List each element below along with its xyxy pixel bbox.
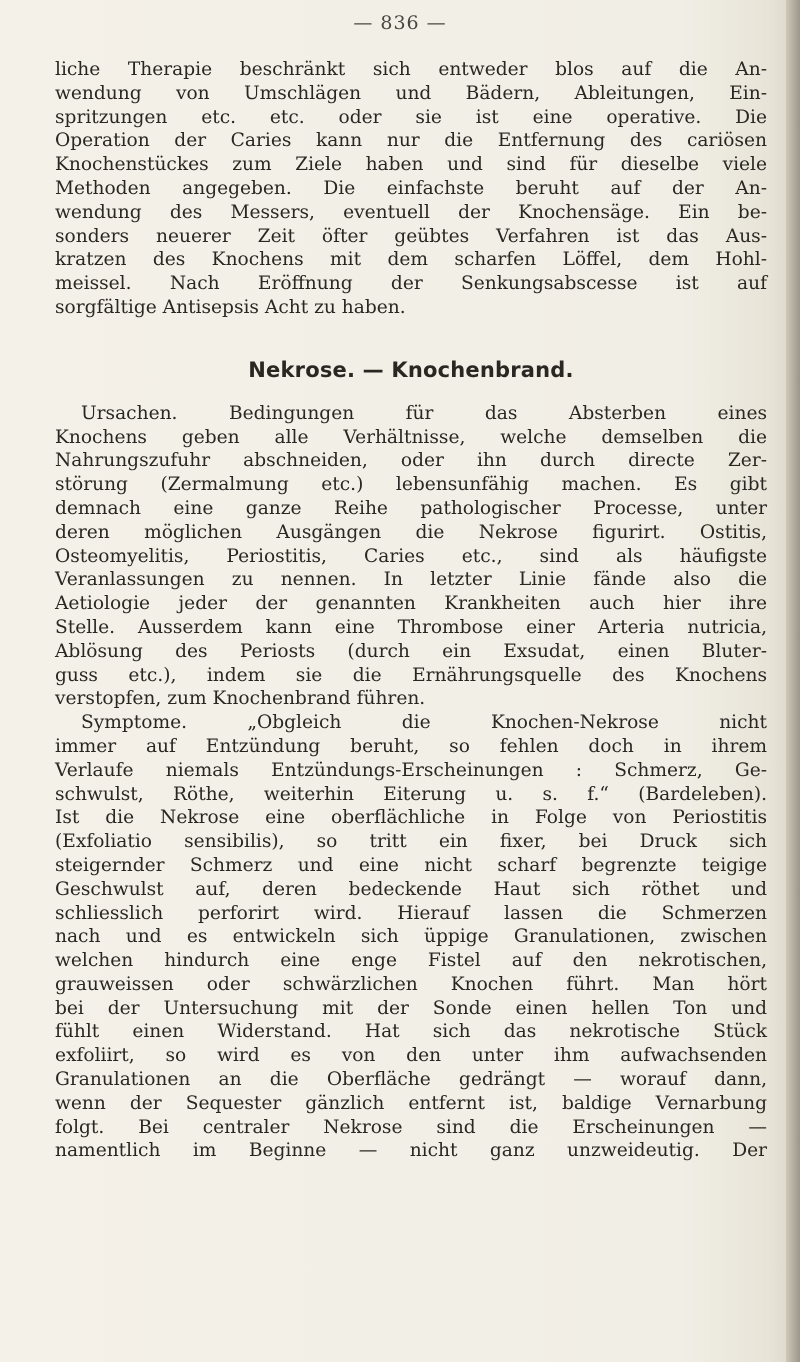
- text-line: Knochenstückes zum Ziele haben und sind für dieselbe viele: [55, 154, 767, 176]
- text-line: Knochens geben alle Verhältnisse, welche demselben die: [55, 426, 767, 448]
- text-line: Ist die Nekrose eine oberflächliche in Folge von Periostitis: [55, 807, 767, 829]
- text-line: spritzungen etc. etc. oder sie ist eine operative. Die: [55, 106, 767, 128]
- text-line: steigernder Schmerz und eine nicht scharf begrenzte teigige: [55, 854, 767, 876]
- text-line: schwulst, Röthe, weiterhin Eiterung u. s. f.“ (Bardeleben).: [55, 783, 767, 805]
- text-line: Veranlassungen zu nennen. In letzter Linie fände also die: [55, 569, 767, 591]
- text-line: namentlich im Beginne — nicht ganz unzweideutig. Der: [55, 1140, 767, 1162]
- text-line: Geschwulst auf, deren bedeckende Haut sich röthet und: [55, 878, 767, 900]
- text-line: Aetiologie jeder der genannten Krankheiten auch hier ihre: [55, 593, 767, 615]
- text-line: welchen hindurch eine enge Fistel auf den nekrotischen,: [55, 950, 767, 972]
- text-line: sorgfältige Antisepsis Acht zu haben.: [55, 296, 406, 318]
- text-line: kratzen des Knochens mit dem scharfen Löffel, dem Hohl-: [55, 249, 767, 271]
- text-line: deren möglichen Ausgängen die Nekrose figurirt. Ostitis,: [55, 521, 767, 543]
- text-line: Operation der Caries kann nur die Entfernung des cariösen: [55, 130, 767, 152]
- paragraph-symptome: [55, 711, 767, 1163]
- text-line: exfoliirt, so wird es von den unter ihm aufwachsenden: [55, 1045, 767, 1067]
- text-line: fühlt einen Widerstand. Hat sich das nekrotische Stück: [55, 1021, 767, 1043]
- paragraph-intro: [55, 58, 767, 320]
- text-column: [55, 58, 767, 1163]
- text-line: wendung von Umschlägen und Bädern, Ableitungen, Ein-: [55, 82, 767, 104]
- text-line: wenn der Sequester gänzlich entfernt ist, baldige Vernarbung: [55, 1092, 767, 1114]
- text-line: Stelle. Ausserdem kann eine Thrombose einer Arteria nutricia,: [55, 616, 767, 638]
- text-line: guss etc.), indem sie die Ernährungsquelle des Knochens: [55, 664, 767, 686]
- text-line: verstopfen, zum Knochenbrand führen.: [55, 688, 426, 710]
- text-line: Methoden angegeben. Die einfachste beruht auf der An-: [55, 177, 767, 199]
- text-line: folgt. Bei centraler Nekrose sind die Erscheinungen —: [55, 1116, 767, 1138]
- text-line: wendung des Messers, eventuell der Knochensäge. Ein be-: [55, 201, 767, 223]
- text-line: Symptome. „Obgleich die Knochen-Nekrose nicht: [81, 712, 767, 734]
- text-line: Nahrungszufuhr abschneiden, oder ihn durch directe Zer-: [55, 450, 767, 472]
- book-spine-edge: [786, 0, 800, 1362]
- section-heading: Nekrose. — Knochenbrand.: [248, 357, 574, 382]
- text-line: demnach eine ganze Reihe pathologischer Processe, unter: [55, 497, 767, 519]
- text-line: sonders neuerer Zeit öfter geübtes Verfahren ist das Aus-: [55, 225, 767, 247]
- text-line: bei der Untersuchung mit der Sonde einen hellen Ton und: [55, 997, 767, 1019]
- text-line: störung (Zermalmung etc.) lebensunfähig machen. Es gibt: [55, 474, 767, 496]
- text-line: Osteomyelitis, Periostitis, Caries etc., sind als häufigste: [55, 545, 767, 567]
- text-line: schliesslich perforirt wird. Hierauf lassen die Schmerzen: [55, 902, 767, 924]
- paragraph-ursachen: [55, 402, 767, 711]
- text-line: Granulationen an die Oberfläche gedrängt — worauf dann,: [55, 1069, 767, 1091]
- text-line: Verlaufe niemals Entzündungs-Erscheinungen : Schmerz, Ge-: [55, 759, 767, 781]
- text-line: (Exfoliatio sensibilis), so tritt ein fixer, bei Druck sich: [55, 831, 767, 853]
- text-line: immer auf Entzündung beruht, so fehlen doch in ihrem: [55, 735, 767, 757]
- text-line: Ursachen. Bedingungen für das Absterben eines: [81, 402, 767, 424]
- text-line: meissel. Nach Eröffnung der Senkungsabscesse ist auf: [55, 273, 767, 295]
- text-line: liche Therapie beschränkt sich entweder blos auf die An-: [55, 59, 767, 80]
- text-line: grauweissen oder schwärzlichen Knochen führt. Man hört: [55, 973, 767, 995]
- page-number: — 836 —: [353, 12, 447, 34]
- text-line: Ablösung des Periosts (durch ein Exsudat, einen Bluter-: [55, 640, 767, 662]
- text-line: nach und es entwickeln sich üppige Granulationen, zwischen: [55, 926, 767, 948]
